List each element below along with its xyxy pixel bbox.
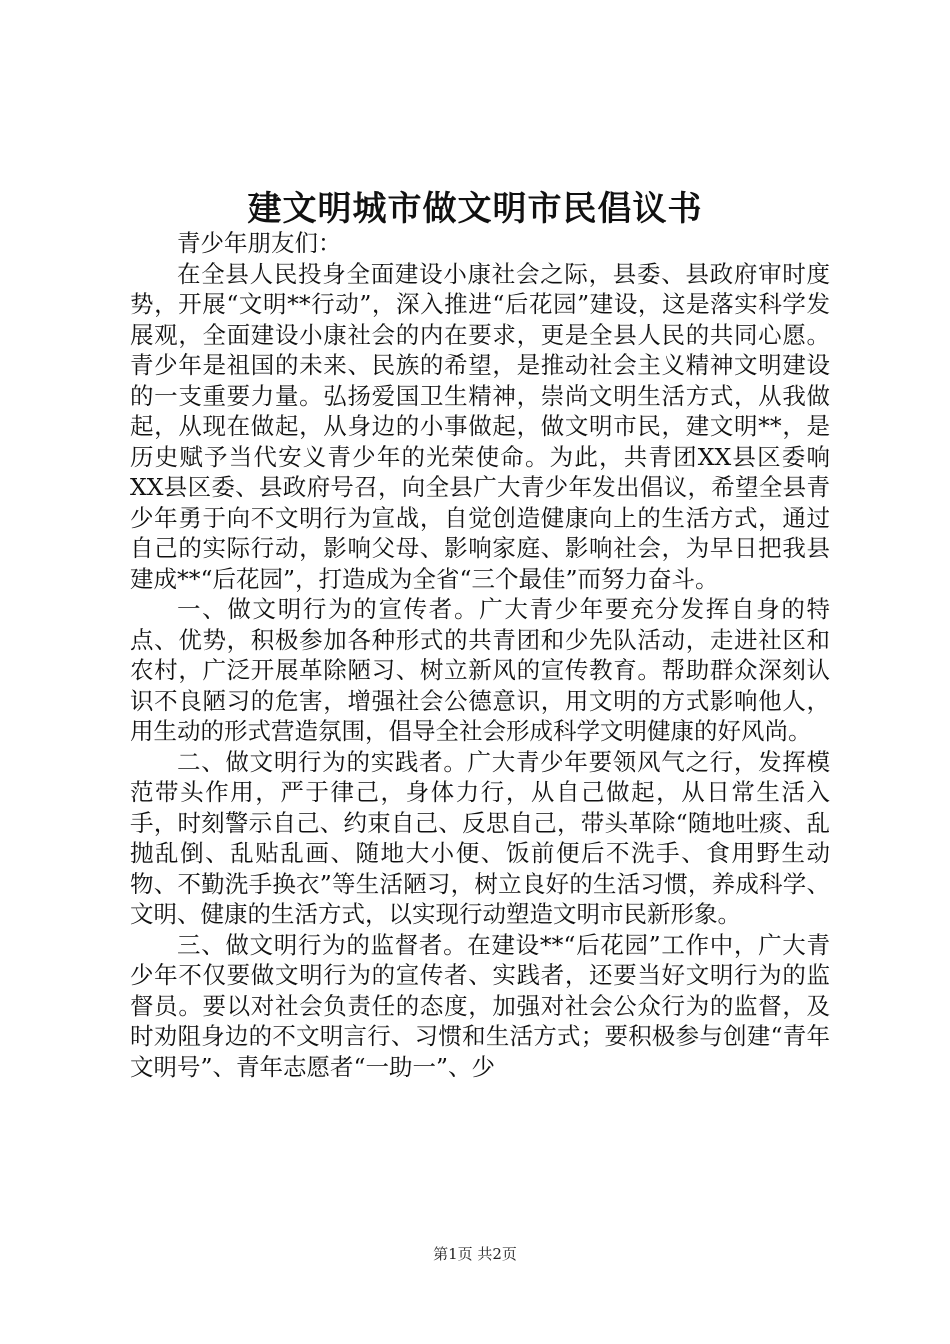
paragraph-section-2: 二、做文明行为的实践者。广大青少年要领风气之行，发挥模范带头作用，严于律己，身体力行，从自己做起，从日常生活入手，时刻警示自己、约束自己、反思自己，带头革除“随地吐痰、乱抛乱倒、乱贴乱画、随地大小便、饭前便后不洗手、食用野生动物、不勤洗手换衣”等生活陋习，树立良好的生活习惯，养成科学、文明、健康的生活方式，以实现行动塑造文明市民新形象。 — [130, 747, 830, 928]
paragraph-section-3: 三、做文明行为的监督者。在建设**“后花园”工作中，广大青少年不仅要做文明行为的宣传者、实践者，还要当好文明行为的监督员。要以对社会负责任的态度，加强对社会公众行为的监督，及时劝阻身边的不文明言行、习惯和生活方式；要积极参与创建“青年文明号”、青年志愿者“一助一”、少 — [130, 930, 830, 1081]
document-body — [130, 228, 830, 1082]
document-title: 建文明城市做文明市民倡议书 — [247, 189, 703, 229]
salutation: 青少年朋友们： — [177, 229, 342, 257]
paragraph-intro: 在全县人民投身全面建设小康社会之际，县委、县政府审时度势，开展“文明**行动”，深入推进“后花园”建设，这是落实科学发展观，全面建设小康社会的内在要求，更是全县人民的共同心愿。青少年是祖国的未来、民族的希望，是推动社会主义精神文明建设的一支重要力量。弘扬爱国卫生精神，崇尚文明生活方式，从我做起，从现在做起，从身边的小事做起，做文明市民，建文明**，是历史赋予当代安义青少年的光荣使命。为此，共青团XX县区委响XX县区委、县政府号召，向全县广大青少年发出倡议，希望全县青少年勇于向不文明行为宣战，自觉创造健康向上的生活方式，通过自己的实际行动，影响父母、影响家庭、影响社会，为早日把我县建成**“后花园”，打造成为全省“三个最佳”而努力奋斗。 — [130, 259, 830, 593]
page-number-footer: 第1页 共2页 — [433, 1245, 517, 1263]
paragraph-section-1: 一、做文明行为的宣传者。广大青少年要充分发挥自身的特点、优势，积极参加各种形式的共青团和少先队活动，走进社区和农村，广泛开展革除陋习、树立新风的宣传教育。帮助群众深刻认识不良陋习的危害，增强社会公德意识，用文明的方式影响他人，用生动的形式营造氛围，倡导全社会形成科学文明健康的好风尚。 — [130, 595, 830, 745]
